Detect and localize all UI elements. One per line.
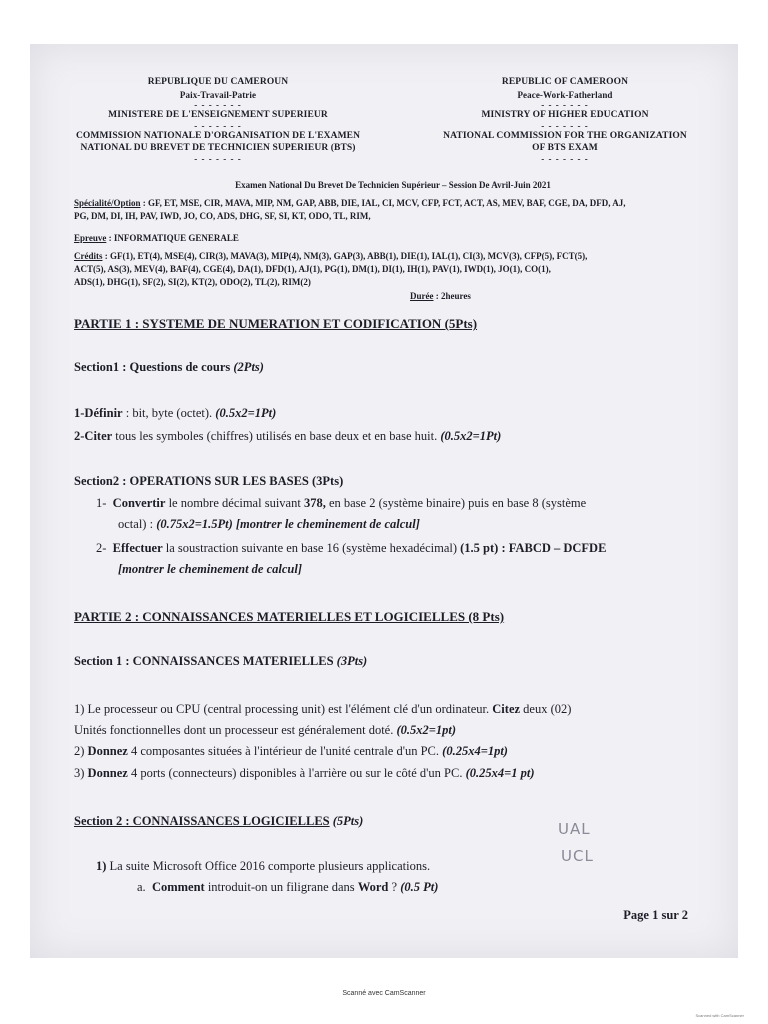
header-right-line3: MINISTRY OF HIGHER EDUCATION	[481, 110, 649, 120]
p2-s2-qa-verb: Comment	[151, 880, 205, 894]
p1-s1-q1-num: 1-Définir	[74, 406, 123, 420]
p1-s2-q2-text: la soustraction suivante en base 16 (système hexadécimal)	[162, 541, 461, 555]
p1-s2-q1-verb: Convertir	[112, 496, 166, 510]
p2-s1-q3	[74, 763, 535, 784]
p2-section1-title	[74, 654, 367, 669]
duree-label: Durée	[410, 291, 434, 301]
p2-s2-qa-word: Word	[357, 880, 389, 894]
p2-s1-q1-text-b: deux (02)	[520, 702, 572, 716]
p2-s1-q2-num: 2)	[74, 744, 88, 758]
p2-s1-q1-text-c: Unités fonctionnelles dont un processeur est généralement doté.	[74, 723, 397, 737]
p1-s1-q1-pts: (0.5x2=1Pt)	[215, 406, 277, 420]
p1-s2-q2-verb: Effectuer	[112, 541, 163, 555]
epreuve-value: : INFORMATIQUE GENERALE	[106, 233, 239, 243]
p2-s1-q1-num: 1)	[74, 702, 85, 716]
header-left	[68, 76, 368, 163]
p2-s1-q1	[74, 699, 714, 741]
scanner-footer-small: Scanned with CamScanner	[695, 1013, 744, 1018]
epreuve-line	[74, 232, 712, 244]
p2-s1-q3-pts: (0.25x4=1 pt)	[465, 766, 535, 780]
p1-section2-title: Section2 : OPERATIONS SUR LES BASES (3Pts)	[74, 474, 344, 488]
header-left-line4: COMMISSION NATIONALE D'ORGANISATION DE L'EXAMEN	[75, 130, 361, 141]
p2-s1-q2	[74, 741, 508, 762]
p2-s1-q3-verb: Donnez	[87, 766, 128, 780]
p1-s1-q1	[74, 403, 276, 424]
p1-s2-q2-note: [montrer le cheminement de calcul]	[118, 562, 303, 576]
header-right-dash1: - - - - - - -	[541, 100, 589, 110]
handwritten-note-ucl: UCL	[561, 847, 594, 865]
p1-s2-q1-pts: (0.75x2=1.5Pt) [montrer le cheminement de calcul]	[156, 517, 420, 531]
duree-line	[410, 290, 712, 302]
p2-s1-q2-pts: (0.25x4=1pt)	[442, 744, 508, 758]
header-left-dash2: - - - - - - -	[194, 120, 242, 131]
credits-line3: ADS(1), DHG(1), SF(2), SI(2), KT(2), ODO(2), TL(2), RIM(2)	[74, 277, 311, 287]
p1-s2-q1	[96, 493, 696, 535]
p2-s2-qa	[137, 877, 438, 898]
handwritten-note-ual: UAL	[558, 820, 591, 838]
header-left-line3: MINISTERE DE L'ENSEIGNEMENT SUPERIEUR	[108, 110, 328, 120]
header-right-line5: OF BTS EXAM	[532, 143, 598, 153]
p2-s1-q1-pts: (0.5x2=1pt)	[396, 723, 457, 737]
p2-s2-qa-num: a.	[137, 880, 146, 894]
p1-section1-label: Section1	[74, 360, 120, 374]
exam-title: Examen National Du Brevet De Technicien Supérieur – Session De Avril-Juin 2021	[235, 180, 551, 190]
exam-sheet	[30, 44, 738, 958]
p2-s1-q2-verb: Donnez	[87, 744, 128, 758]
p1-s2-q1-text-a: le nombre décimal suivant	[165, 496, 304, 510]
p1-s1-q1-text: : bit, byte (octet).	[122, 406, 216, 420]
p2-section2-title	[74, 814, 363, 829]
scanner-footer: Scanné avec CamScanner	[342, 990, 426, 997]
p1-s1-q2-pts: (0.5x2=1Pt)	[440, 429, 502, 443]
header-left-line2: Paix-Travail-Patrie	[179, 89, 257, 100]
p1-section1-points: (2Pts)	[233, 360, 264, 374]
p1-section1-title	[74, 360, 264, 375]
page-number: Page 1 sur 2	[623, 908, 688, 922]
p2-s1-q3-num: 3)	[74, 766, 88, 780]
p2-s2-q1	[96, 856, 430, 877]
p1-s2-q1-num: 1-	[96, 496, 107, 510]
specialite-text1: : GF, ET, MSE, CIR, MAVA, MIP, NM, GAP, ABB, DIE, IAL, CI, MCV, CFP, FCT, ACT, AS, MEV, BAF, CGE, DA, DFD, AJ,	[140, 198, 626, 208]
p2-s1-q2-text: 4 composantes situées à l'intérieur de l'unité centrale d'un PC.	[127, 744, 443, 758]
header-left-line1: REPUBLIQUE DU CAMEROUN	[147, 77, 289, 87]
p2-s1-q1-text-a: Le processeur ou CPU (central processing unit) est l'élément clé d'un ordinateur.	[84, 702, 493, 716]
credits-line1	[74, 250, 712, 262]
p2-section2-label: Section 2 : CONNAISSANCES LOGICIELLES	[74, 814, 330, 828]
p1-s2-q1-text-c: octal) :	[118, 517, 157, 531]
p2-s2-qa-text-a: introduit-on un filigrane dans	[204, 880, 358, 894]
p2-s2-q1-num: 1)	[96, 859, 107, 873]
partie1-title: PARTIE 1 : SYSTEME DE NUMERATION ET CODIFICATION (5Pts)	[74, 316, 478, 331]
p1-s1-q2-text: tous les symboles (chiffres) utilisés en base deux et en base huit.	[112, 429, 441, 443]
header-left-dash1: - - - - - - -	[194, 100, 242, 110]
p2-section1-label: Section 1 : CONNAISSANCES MATERIELLES	[74, 654, 337, 668]
specialite-line1	[74, 197, 712, 209]
p2-section1-points: (3Pts)	[336, 654, 368, 668]
epreuve-label: Epreuve	[74, 233, 107, 243]
credits-label: Crédits	[74, 251, 103, 261]
p2-s2-qa-pts: (0.5 Pt)	[400, 880, 439, 894]
header-left-line5: NATIONAL DU BREVET DE TECHNICIEN SUPERIEUR (BTS)	[80, 143, 356, 153]
p2-s2-qa-text-b: ?	[388, 880, 401, 894]
credits-text1: : GF(1), ET(4), MSE(4), CIR(3), MAVA(3), MIP(4), NM(3), GAP(3), ABB(1), DIE(1), IAL(1), CI(3), MCV(3), CFP(5), FCT(5),	[102, 251, 588, 261]
p1-s2-q2	[96, 538, 696, 580]
p1-section1-rest: : Questions de cours	[119, 360, 234, 374]
p1-s2-q2-num: 2-	[96, 541, 107, 555]
p1-s2-q2-pts: (1.5 pt) : FABCD – DCFDE	[460, 541, 607, 555]
header-left-dash3: - - - - - - -	[194, 153, 242, 164]
p1-s1-q2	[74, 426, 501, 447]
header-right-dash2: - - - - - - -	[541, 120, 589, 131]
p1-s1-q2-num: 2-Citer	[74, 429, 113, 443]
partie2-title: PARTIE 2 : CONNAISSANCES MATERIELLES ET LOGICIELLES (8 Pts)	[74, 609, 505, 624]
header-right-line2: Peace-Work-Fatherland	[517, 89, 613, 100]
header-right-line4: NATIONAL COMMISSION FOR THE ORGANIZATION	[443, 130, 687, 141]
header-right-dash3: - - - - - - -	[541, 153, 589, 164]
duree-value: : 2heures	[433, 291, 471, 301]
header-right-line1: REPUBLIC OF CAMEROON	[501, 77, 629, 87]
p2-section2-points: (5Pts)	[329, 814, 364, 828]
credits-line2: ACT(5), AS(3), MEV(4), BAF(4), CGE(4), DA(1), DFD(1), AJ(1), PG(1), DM(1), DI(1), IH(1), PAV(1), IWD(1), JO(1), CO(1),	[74, 264, 551, 274]
p1-s2-q1-text-b: en base 2 (système binaire) puis en base 8 (système	[325, 496, 587, 510]
p2-s2-q1-text: La suite Microsoft Office 2016 comporte plusieurs applications.	[106, 859, 431, 873]
p2-s1-q1-verb: Citez	[492, 702, 521, 716]
header-right	[415, 76, 715, 163]
p1-s2-q1-number: 378,	[303, 496, 326, 510]
p2-s1-q3-text: 4 ports (connecteurs) disponibles à l'arrière ou sur le côté d'un PC.	[127, 766, 466, 780]
specialite-label: Spécialité/Option	[74, 198, 141, 208]
specialite-line2: PG, DM, DI, IH, PAV, IWD, JO, CO, ADS, DHG, SF, SI, KT, ODO, TL, RIM,	[74, 211, 371, 221]
